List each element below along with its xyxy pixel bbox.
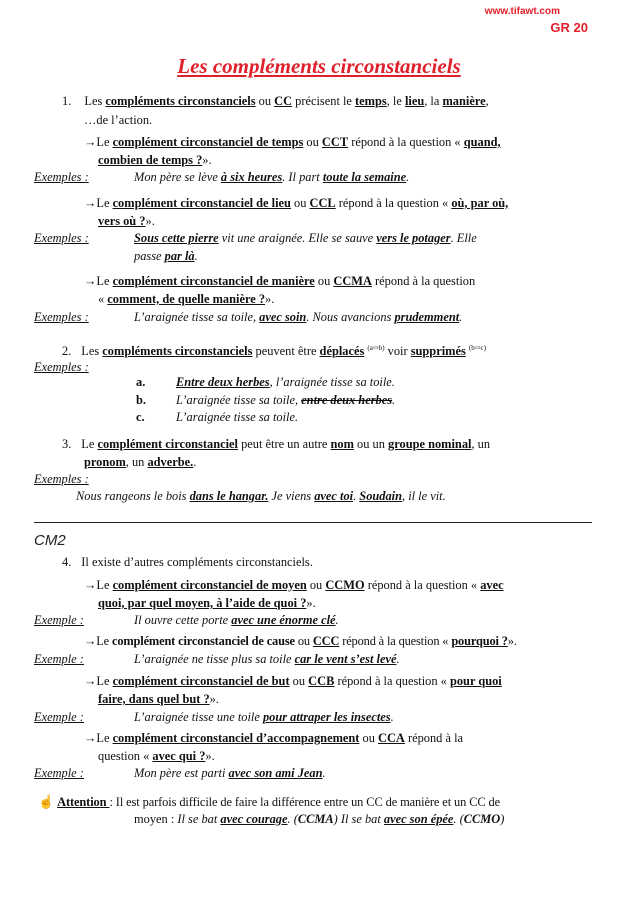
arrow-icon: →Le (84, 578, 113, 592)
text: , l’araignée tisse sa toile. (269, 375, 395, 389)
complement: Entre deux herbes (176, 375, 270, 389)
text: ou (255, 94, 275, 108)
maniere-examples (34, 310, 89, 325)
keyword: complément circonstanciel de temps (112, 135, 304, 149)
keyword: complément circonstanciel de manière (112, 274, 315, 288)
text: ou (314, 274, 334, 288)
text: Mon père est parti (134, 766, 229, 780)
website-label[interactable]: www.tifawt.com (484, 6, 560, 17)
grade-label: GR 20 (550, 20, 588, 35)
example-item-c-text: L’araignée tisse sa toile. (176, 410, 299, 424)
lieu-rule (84, 196, 508, 211)
complement: avec courage (220, 812, 288, 826)
text: L’araignée tisse une toile (134, 710, 263, 724)
text: . (396, 652, 400, 666)
text: . (335, 613, 339, 627)
section4-line (62, 555, 313, 570)
temps-rule-line2 (98, 153, 212, 168)
item-letter: c. (136, 410, 145, 424)
cause-rule (84, 634, 517, 649)
complement: avec son épée (383, 812, 454, 826)
text: . Nous avancions (306, 310, 395, 324)
attention-note (38, 794, 500, 810)
cause-example-label (34, 652, 84, 667)
text: L’araignée ne tisse plus sa toile (134, 652, 295, 666)
accomp-rule-line2 (98, 749, 215, 764)
complement: par là (164, 249, 195, 263)
keyword: lieu (404, 94, 425, 108)
complement: prudemment (394, 310, 460, 324)
struck-complement: entre deux herbes (301, 393, 393, 407)
text: . Il part (282, 170, 323, 184)
but-rule (84, 674, 502, 689)
arrow-icon: →Le (84, 196, 113, 210)
text: , le (386, 94, 405, 108)
text: précisent le (292, 94, 356, 108)
text: Je viens (268, 489, 315, 503)
arrow-icon: →Le (84, 135, 113, 149)
section2-line (62, 344, 486, 359)
arrow-icon: →Le (84, 274, 113, 288)
attention-label: Attention (57, 795, 110, 809)
section3-line2 (84, 455, 196, 470)
example-item-b-text (176, 393, 395, 408)
temps-rule (84, 135, 501, 150)
text: , un (471, 437, 491, 451)
text: répond à la question « (339, 634, 452, 648)
section1-line1 (62, 94, 489, 109)
accomp-example-text (134, 766, 326, 781)
hand-pointer-icon: ☝ (38, 794, 55, 809)
complement: vers le potager (376, 231, 451, 245)
item-letter: b. (136, 393, 146, 407)
complement: avec une énorme clé (231, 613, 336, 627)
text: , la (424, 94, 443, 108)
complement: car le vent s’est levé (294, 652, 397, 666)
text: , un (125, 455, 148, 469)
text: ou un (353, 437, 389, 451)
complement: avec son ami Jean (228, 766, 323, 780)
maniere-example-text (134, 310, 462, 325)
text: voir (384, 344, 411, 359)
text: ». (209, 692, 219, 706)
keyword: adverbe. (147, 455, 194, 469)
text: ou (290, 196, 310, 210)
complement: avec soin (259, 310, 307, 324)
complement: dans le hangar. (189, 489, 269, 503)
moyen-rule (84, 578, 504, 593)
complement: toute la semaine (322, 170, 407, 184)
text: Nous rangeons le bois (76, 489, 190, 503)
text: moyen : (134, 812, 178, 826)
text: L’araignée tisse sa toile, (134, 310, 260, 324)
text: ». (265, 292, 275, 306)
question: vers où ? (98, 214, 146, 228)
text: ». (145, 214, 155, 228)
lieu-example-line2 (134, 249, 198, 264)
question: avec (480, 578, 504, 592)
text: « (98, 292, 108, 306)
complement: Soudain (359, 489, 402, 503)
example-item-b (136, 393, 146, 408)
list-number: 2. (62, 344, 72, 359)
keyword: complément circonstanciel de cause (111, 634, 295, 648)
complement: à six heures (220, 170, 283, 184)
example-label: Exemple : (34, 710, 84, 724)
superscript: (a⇨b) (367, 344, 385, 352)
text: ou (294, 634, 313, 648)
list-number: 3. (62, 437, 72, 451)
text: ». (205, 749, 215, 763)
text: passe (134, 249, 165, 263)
text: ». (507, 634, 517, 648)
text: Il se bat (177, 812, 221, 826)
item-letter: a. (136, 375, 146, 389)
abbreviation: CCMA (333, 274, 372, 288)
abbreviation: CCMO (325, 578, 365, 592)
section1-line2: …de l’action. (84, 113, 153, 127)
examples-label: Exemples : (34, 231, 89, 245)
text: question « (98, 749, 153, 763)
question: où, par où, (451, 196, 509, 210)
section3-line1 (62, 437, 490, 452)
abbreviation: CCC (312, 634, 340, 648)
moyen-example-label (34, 613, 84, 628)
question: quand, (463, 135, 501, 149)
question: pourquoi ? (451, 634, 508, 648)
page-title: Les compléments circonstanciels (177, 54, 461, 78)
text: , il le vit. (402, 489, 446, 503)
keyword: supprimés (410, 344, 466, 359)
accomp-rule (84, 731, 463, 746)
text: . (406, 170, 410, 184)
text: répond à la question (371, 274, 476, 288)
text: . (193, 455, 197, 469)
text: Le (81, 437, 98, 451)
question: quoi, par quel moyen, à l’aide de quoi ? (98, 596, 307, 610)
example-item-a-text (176, 375, 395, 390)
text: , (485, 94, 489, 108)
question: faire, dans quel but ? (98, 692, 210, 706)
superscript: (b⇨c) (468, 344, 487, 352)
text: ou (303, 135, 322, 149)
text: ou (359, 731, 379, 745)
moyen-example-text (134, 613, 339, 628)
text: ) Il se bat (333, 812, 384, 826)
arrow-icon: →Le (84, 731, 113, 745)
text: Il ouvre cette porte (134, 613, 232, 627)
abbreviation: CCMO (463, 812, 501, 826)
text: Les (84, 94, 106, 108)
text: Mon père se lève (134, 170, 221, 184)
example-label: Exemple : (34, 652, 84, 666)
examples-label: Exemples : (34, 170, 89, 184)
keyword: CC (274, 94, 293, 108)
complement: pour attraper les insectes (262, 710, 391, 724)
accomp-example-label (34, 766, 84, 781)
temps-example-text (134, 170, 409, 185)
question: avec qui ? (152, 749, 206, 763)
keyword: complément circonstanciel d’accompagnement (112, 731, 360, 745)
abbreviation: CCL (309, 196, 336, 210)
temps-examples (34, 170, 89, 185)
text: répond à la question « (334, 674, 450, 688)
keyword: déplacés (319, 344, 365, 359)
text: . ( (287, 812, 298, 826)
text: . (322, 766, 326, 780)
text: . (392, 393, 396, 407)
text: . Elle (450, 231, 477, 245)
question: pour quoi (449, 674, 502, 688)
example-item-a (136, 375, 145, 390)
cm2-heading: CM2 (34, 532, 66, 549)
examples-label: Exemples : (34, 472, 89, 486)
cause-example-text (134, 652, 400, 667)
text: . (353, 489, 360, 503)
keyword: temps (355, 94, 387, 108)
attention-note-line2 (134, 812, 504, 827)
lieu-rule-line2 (98, 214, 155, 229)
section3-example-text (76, 489, 446, 504)
but-example-text (134, 710, 394, 725)
text: : Il est parfois difficile de faire la différence entre un CC de manière et un CC de (109, 795, 501, 809)
maniere-rule (84, 274, 475, 289)
list-number: 1. (62, 94, 72, 108)
text: ) (500, 812, 505, 826)
text: peut être un autre (237, 437, 331, 451)
keyword: nom (330, 437, 354, 451)
text: ou (306, 578, 326, 592)
keyword: groupe nominal (388, 437, 472, 451)
complement: avec toi (314, 489, 354, 503)
text: Les (81, 344, 103, 359)
lieu-example-text (134, 231, 477, 246)
keyword: complément circonstanciel (97, 437, 238, 451)
example-label: Exemple : (34, 766, 84, 780)
question: comment, de quelle manière ? (107, 292, 266, 306)
keyword: complément circonstanciel de moyen (112, 578, 307, 592)
text: répond à la question « (364, 578, 481, 592)
text: répond à la (404, 731, 464, 745)
moyen-rule-line2 (98, 596, 316, 611)
text: Il existe d’autres compléments circonstanciels. (81, 555, 313, 569)
section3-examples (34, 472, 89, 487)
question: combien de temps ? (98, 153, 203, 167)
section2-examples (34, 360, 89, 375)
maniere-rule-line2 (98, 292, 274, 307)
keyword: complément circonstanciel de but (112, 674, 290, 688)
text: . (459, 310, 463, 324)
example-label: Exemple : (34, 613, 84, 627)
but-rule-line2 (98, 692, 219, 707)
keyword: compléments circonstanciels (102, 344, 253, 359)
but-example-label (34, 710, 84, 725)
keyword: complément circonstanciel de lieu (112, 196, 291, 210)
text: peuvent être (252, 344, 320, 359)
abbreviation: CCA (378, 731, 405, 745)
abbreviation: CCMA (297, 812, 334, 826)
text: répond à la question « (348, 135, 464, 149)
text: . (390, 710, 394, 724)
text: ou (289, 674, 309, 688)
text: ». (202, 153, 212, 167)
abbreviation: CCT (321, 135, 349, 149)
examples-label: Exemples : (34, 360, 89, 374)
complement: Sous cette pierre (134, 231, 219, 245)
text: répond à la question « (335, 196, 452, 210)
arrow-icon: →Le (84, 634, 112, 648)
text: ». (306, 596, 316, 610)
lieu-examples (34, 231, 89, 246)
keyword: compléments circonstanciels (105, 94, 256, 108)
arrow-icon: →Le (84, 674, 113, 688)
text: L’araignée tisse sa toile, (176, 393, 302, 407)
text: vit une araignée. Elle se sauve (218, 231, 377, 245)
keyword: manière (442, 94, 486, 108)
text: . (194, 249, 198, 263)
example-item-c (136, 410, 145, 425)
examples-label: Exemples : (34, 310, 89, 324)
abbreviation: CCB (308, 674, 335, 688)
keyword: pronom (84, 455, 126, 469)
text: . ( (453, 812, 464, 826)
section-divider (34, 522, 592, 523)
list-number: 4. (62, 555, 72, 569)
